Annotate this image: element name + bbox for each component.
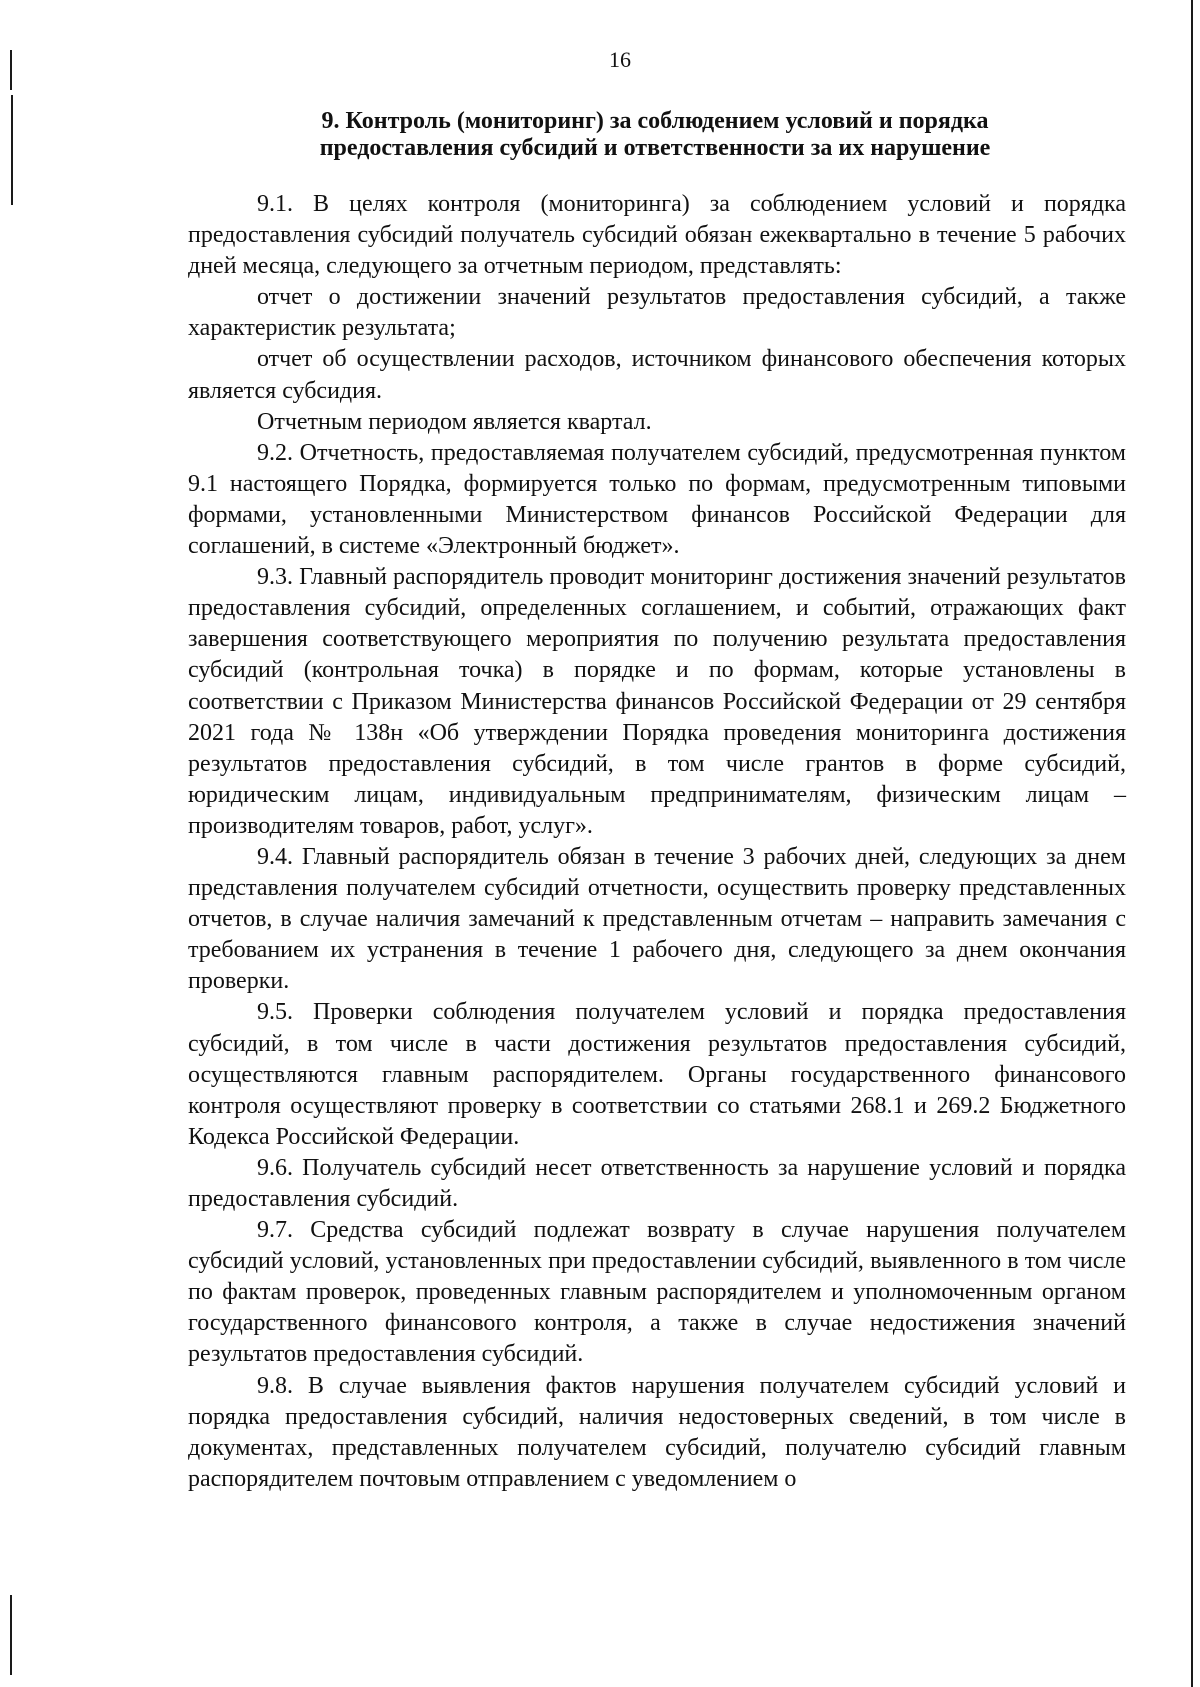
paragraph-9-4: 9.4. Главный распорядитель обязан в течение 3 рабочих дней, следующих за днем представления получателем субсидий отчетности, осуществить проверку представленных отчетов, в случае наличия замечаний к представленным отчетам – направить замечания с требованием их устранения в течение 1 рабочего дня, следующего за днем окончания проверки.: [188, 843, 1126, 995]
paragraph-9-8: 9.8. В случае выявления фактов нарушения получателем субсидий условий и порядка предоставления субсидий, наличия недостоверных сведений, в том числе в документах, представленных получателем субсидий, получателю субсидий главным распорядителем почтовым отправлением с уведомлением о: [188, 1372, 1126, 1492]
paragraph-9-6: 9.6. Получатель субсидий несет ответственность за нарушение условий и порядка предоставления субсидий.: [188, 1154, 1126, 1212]
paragraph-report-results: отчет о достижении значений результатов предоставления субсидий, а также характеристик результата;: [188, 284, 1126, 342]
scan-edge-mark: [10, 1595, 12, 1675]
paragraph-9-1: 9.1. В целях контроля (мониторинга) за соблюдением условий и порядка предоставления субсидий получатель субсидий обязан ежеквартально в течение 5 рабочих дней месяца, следующего за отчетным периодом, представлять:: [188, 191, 1126, 280]
document-body: [188, 189, 1126, 1495]
page-number: 16: [609, 47, 631, 72]
paragraph-9-3: 9.3. Главный распорядитель проводит мониторинг достижения значений результатов предоставления субсидий, определенных соглашением, и событий, отражающих факт завершения соответствующего мероприятия по получению результата предоставления субсидий (контрольная точка) в порядке и по формам, которые установлены в соответствии с Приказом Министерства финансов Российской Федерации от 29 сентября 2021 года № 138н «Об утверждении Порядка проведения мониторинга достижения результатов предоставления субсидий, в том числе грантов в форме субсидий, юридическим лицам, индивидуальным предпринимателям, физическим лицам – производителям товаров, работ, услуг».: [188, 564, 1126, 839]
scan-edge-mark: [1191, 0, 1193, 1687]
paragraph-9-2: 9.2. Отчетность, предоставляемая получателем субсидий, предусмотренная пунктом 9.1 настоящего Порядка, формируется только по формам, предусмотренным типовыми формами, установленными Министерством финансов Российской Федерации для соглашений, в системе «Электронный бюджет».: [188, 439, 1126, 560]
paragraph-9-7: 9.7. Средства субсидий подлежат возврату в случае нарушения получателем субсидий условий, установленных при предоставлении субсидий, выявленного в том числе по фактам проверок, проведенных главным распорядителем и уполномоченным органом государственного финансового контроля, а также в случае недостижения значений результатов предоставления субсидий.: [188, 1217, 1126, 1368]
scan-edge-mark: [11, 95, 13, 205]
paragraph-reporting-period: Отчетным периодом является квартал.: [257, 408, 652, 435]
scan-edge-mark: [10, 50, 12, 90]
paragraph-9-5: 9.5. Проверки соблюдения получателем условий и порядка предоставления субсидий, в том числе в части достижения результатов предоставления субсидий, осуществляются главным распорядителем. Органы государственного финансового контроля осуществляют проверку в соответствии со статьями 268.1 и 269.2 Бюджетного Кодекса Российской Федерации.: [188, 999, 1126, 1150]
paragraph-report-expenses: отчет об осуществлении расходов, источником финансового обеспечения которых является субсидия.: [188, 346, 1126, 404]
section-heading: 9. Контроль (мониторинг) за соблюдением условий и порядка предоставления субсидий и ответственности за их нарушение: [319, 108, 991, 161]
